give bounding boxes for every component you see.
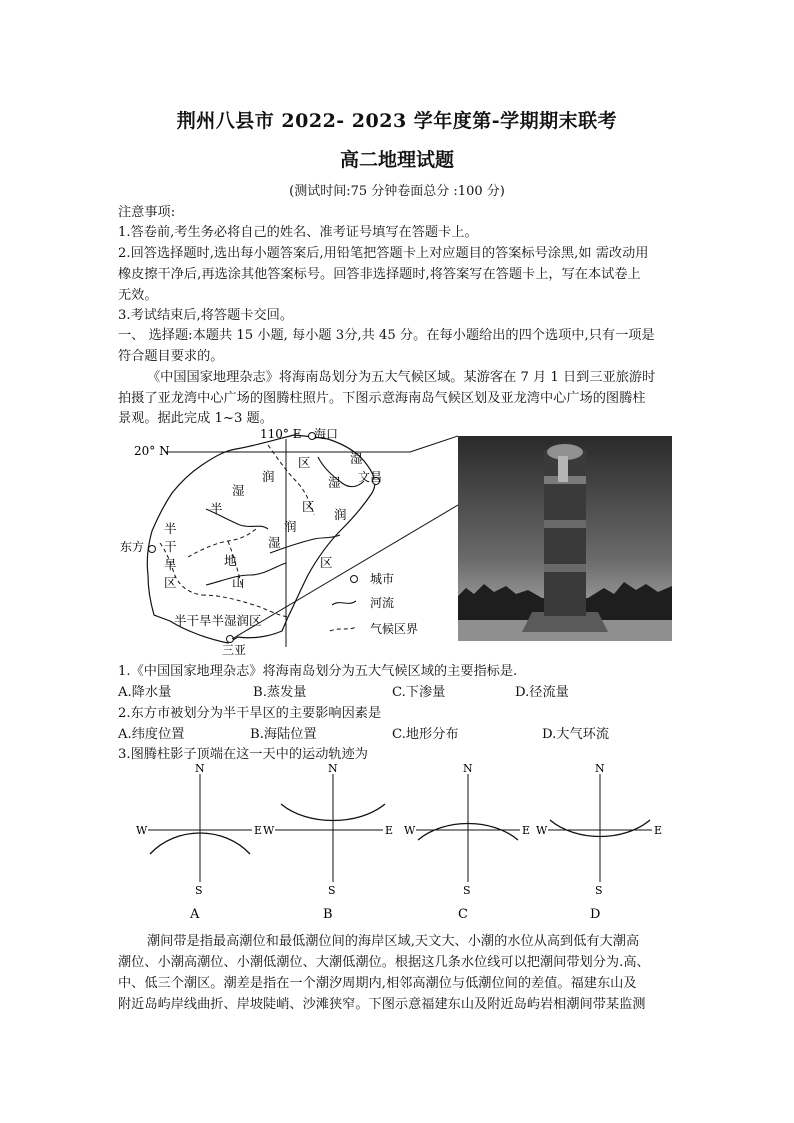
zone-char: 半 — [164, 521, 177, 536]
notice-item-1: 1.答卷前,考生务必将自己的姓名、准考证号填写在答题卡上。 — [118, 225, 478, 240]
exam-subject: 高二地理试题 — [339, 149, 454, 171]
q1-option-b[interactable]: B.蒸发量 — [253, 685, 307, 700]
q2-option-c[interactable]: C.地形分布 — [392, 727, 459, 742]
q3-stem: 3.图腾柱影子顶端在这一天中的运动轨迹为 — [118, 747, 368, 762]
city-label-sanya: 三亚 — [222, 643, 247, 657]
zone-char: 半 — [210, 501, 223, 516]
zone-char: 区 — [298, 455, 311, 470]
exam-info: (测试时间:75 分钟卷面总分 :100 分) — [289, 184, 505, 199]
q1-option-c[interactable]: C.下渗量 — [392, 685, 446, 700]
city-label-wenchang: 文昌 — [358, 470, 383, 484]
legend-river-label: 河流 — [370, 596, 395, 610]
passage-2-line-2: 潮位、小潮高潮位、小潮低潮位、大潮低潮位。根据这几条水位线可以把潮间带划分为.高、 — [118, 955, 650, 970]
zone-char: 湿 — [350, 451, 363, 466]
svg-text:E: E — [385, 824, 394, 837]
svg-text:S: S — [195, 884, 203, 897]
q3-diagram-d[interactable] — [536, 762, 662, 922]
passage-1-line-2: 拍摄了亚龙湾中心广场的图腾柱照片。下图示意海南岛气候区划及亚龙湾中心广场的图腾柱 — [118, 391, 646, 406]
photo-pillar-band — [544, 564, 586, 572]
boundary-1 — [188, 529, 256, 557]
passage-2-line-3: 中、低三个潮区。潮差是指在一个潮汐周期内,相邻高潮位与低潮位间的差值。福建东山及 — [118, 976, 637, 991]
island-outline — [147, 435, 375, 643]
passage-2-line-4: 附近岛屿岸线曲折、岸坡陡峭、沙滩狭窄。下图示意福建东山及附近岛屿岩相潮间带某监测 — [118, 997, 646, 1012]
zone-char: 湿 — [328, 475, 341, 490]
zone-char: 区 — [302, 499, 315, 514]
legend-city-symbol — [351, 576, 358, 583]
legend-boundary-symbol — [330, 627, 356, 631]
zone-char: 地 — [224, 553, 237, 568]
svg-text:N: N — [595, 762, 605, 775]
q3-diagram-b[interactable] — [263, 762, 393, 922]
svg-text:N: N — [328, 762, 338, 775]
q3-label-b: B — [323, 907, 333, 922]
q2-stem: 2.东方市被划分为半干旱区的主要影响因素是 — [118, 706, 382, 721]
q1-stem: 1.《中国国家地理杂志》将海南岛划分为五大气候区域的主要指标是. — [118, 664, 518, 679]
svg-text:S: S — [463, 884, 471, 897]
section-1-line-2: 符合题目要求的。 — [118, 349, 224, 364]
callout-line-top — [410, 436, 458, 452]
zone-label-south: 半干旱半湿润区 — [174, 613, 262, 628]
notice-heading: 注意事项: — [118, 205, 176, 220]
notice-item-3: 3.考试结束后,将答题卡交回。 — [118, 308, 294, 323]
zone-char: 旱 — [164, 557, 177, 572]
exam-title: 荆州八县市 2022- 2023 学年度第-学期期末联考 — [176, 110, 618, 132]
zone-char: 湿 — [268, 535, 281, 550]
q2-option-a[interactable]: A.纬度位置 — [118, 727, 185, 742]
svg-text:S: S — [595, 884, 603, 897]
q3-diagram-c[interactable] — [404, 762, 530, 922]
passage-1-line-1: 《中国国家地理杂志》将海南岛划分为五大气候区域。某游客在 7 月 1 日到三亚旅游时 — [147, 370, 656, 385]
notice-item-2-line-1: 2.回答选择题时,选出每小题答案后,用铅笔把答题卡上对应题目的答案标号涂黑,如 需改动用 — [118, 246, 649, 261]
q3-diagram-a[interactable] — [136, 762, 262, 922]
svg-text:W: W — [136, 824, 148, 837]
legend-boundary-label: 气候区界 — [370, 622, 419, 636]
q3-label-c: C — [458, 907, 468, 922]
svg-text:S: S — [328, 884, 336, 897]
svg-text:E: E — [522, 824, 531, 837]
latitude-label: 20° N — [134, 444, 170, 458]
passage-2-line-1: 潮间带是指最高潮位和最低潮位间的海岸区域,天文大、小潮的水位从高到低有大潮高 — [147, 934, 640, 949]
q1-option-a[interactable]: A.降水量 — [118, 685, 172, 700]
svg-text:W: W — [263, 824, 275, 837]
svg-text:N: N — [195, 762, 205, 775]
river-3 — [206, 563, 286, 585]
notice-item-2-line-2: 橡皮擦干净后,再选涂其他答案标号。回答非选择题时,将答案写在答题卡上，写在本试卷上 — [118, 267, 641, 282]
city-label-haikou: 海口 — [314, 427, 339, 441]
photo-pillar-highlight — [558, 456, 568, 482]
totem-pole-photo — [458, 436, 672, 641]
hainan-climate-map — [118, 425, 458, 657]
zone-char: 山 — [232, 575, 245, 590]
zone-char: 润 — [334, 507, 347, 522]
zone-char: 润 — [262, 469, 275, 484]
svg-text:N: N — [463, 762, 473, 775]
q2-option-d[interactable]: D.大气环流 — [542, 727, 610, 742]
passage-1-line-3: 景观。据此完成 1~3 题。 — [118, 411, 273, 426]
city-dongfang — [149, 546, 156, 553]
zone-char: 区 — [164, 575, 177, 590]
zone-char: 区 — [320, 555, 333, 570]
notice-item-2-line-3: 无效。 — [118, 288, 158, 303]
q1-option-d[interactable]: D.径流量 — [515, 685, 569, 700]
q3-label-a: A — [190, 907, 200, 922]
svg-text:E: E — [254, 824, 263, 837]
legend-river-symbol — [332, 601, 356, 605]
svg-text:W: W — [404, 824, 416, 837]
q3-diagrams — [130, 762, 670, 922]
svg-text:W: W — [536, 824, 548, 837]
legend-city-label: 城市 — [370, 572, 395, 586]
section-1-line-1: 一、 选择题:本题共 15 小题, 每小题 3分,共 45 分。在每小题给出的四个选项中,只有一项是 — [118, 328, 655, 343]
zone-char: 干 — [164, 539, 177, 554]
q3-label-d: D — [590, 907, 601, 922]
longitude-label: 110° E — [260, 427, 302, 441]
zone-char: 润 — [284, 519, 297, 534]
city-label-dongfang: 东方 — [120, 540, 145, 554]
q2-option-b[interactable]: B.海陆位置 — [250, 727, 317, 742]
svg-text:E: E — [654, 824, 663, 837]
photo-pillar-band — [544, 520, 586, 528]
zone-char: 湿 — [232, 483, 245, 498]
